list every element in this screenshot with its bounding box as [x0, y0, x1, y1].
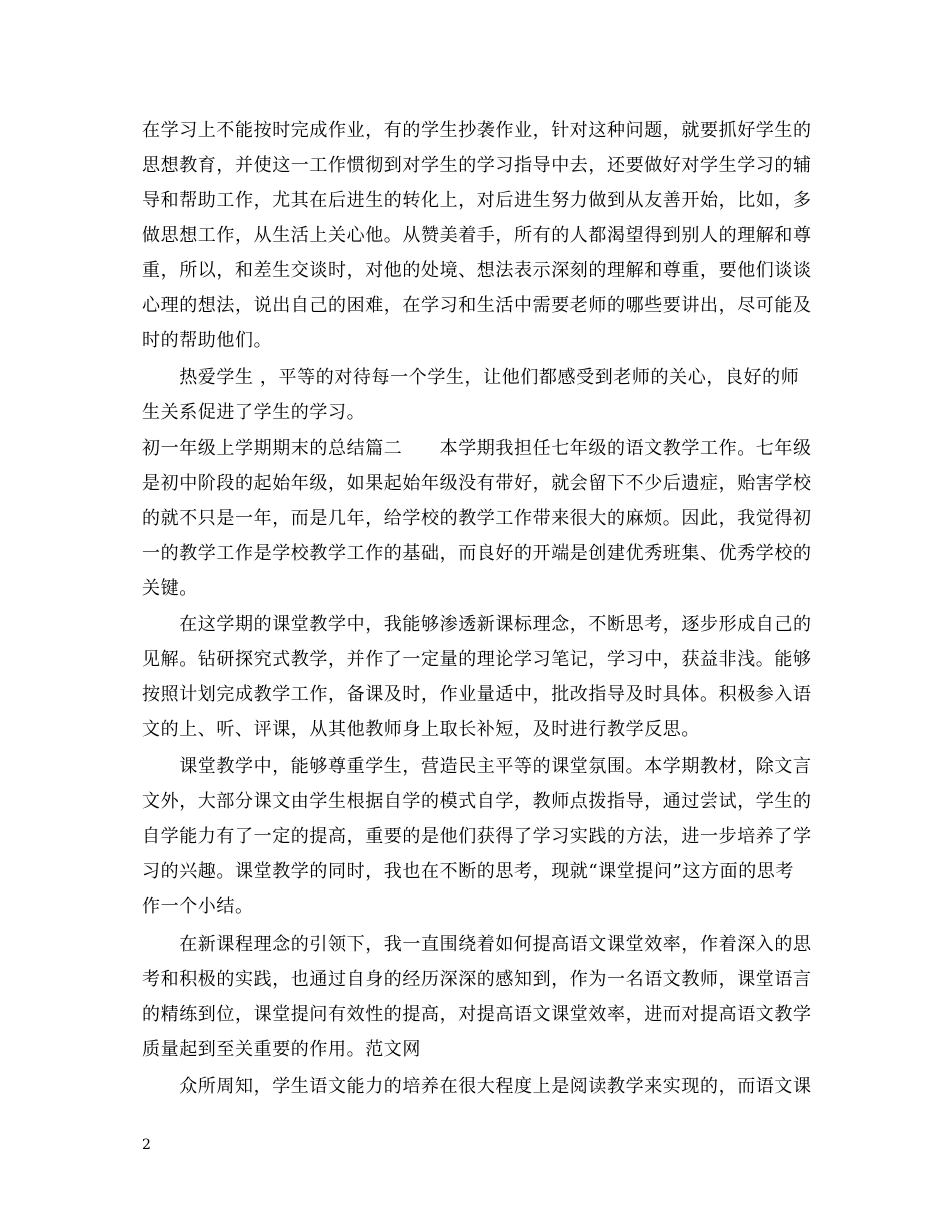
section-heading-line: 初一年级上学期期末的总结篇二 本学期我担任七年级的语文教学工作。七年级: [142, 438, 812, 459]
text-line: 文的上、听、评课，从其他教师身上取长补短，及时进行教学反思。: [142, 719, 700, 740]
text-line: 自学能力有了一定的提高，重要的是他们获得了学习实践的方法，进一步培养了学: [142, 826, 812, 847]
text-line: 一的教学工作是学校教学工作的基础，而良好的开端是创建优秀班集、优秀学校的: [142, 543, 812, 564]
text-line: 按照计划完成教学工作，备课及时，作业量适中，批改指导及时具体。积极参入语: [142, 684, 812, 705]
text-line: 是初中阶段的起始年级，如果起始年级没有带好，就会留下不少后遗症，贻害学校: [142, 473, 812, 494]
text-line: 在新课程理念的引领下，我一直围绕着如何提高语文课堂效率，作着深入的思: [142, 934, 812, 955]
text-line: 关键。: [142, 578, 198, 599]
page-number: 2: [142, 1137, 151, 1153]
text-line: 文外，大部分课文由学生根据自学的模式自学，教师点拨指导，通过尝试，学生的: [142, 791, 812, 812]
text-line: 见解。钻研探究式教学，并作了一定量的理论学习笔记，学习中，获益非浅。能够: [142, 649, 812, 670]
text-line: 做思想工作，从生活上关心他。从赞美着手，所有的人都渴望得到别人的理解和尊: [142, 225, 812, 246]
text-line: 生关系促进了学生的学习。: [142, 402, 366, 423]
text-line: 热爱学生 ，平等的对待每一个学生，让他们都感受到老师的关心，良好的师: [142, 367, 800, 388]
text-line: 的就不只是一年，而是几年，给学校的教学工作带来很大的麻烦。因此，我觉得初: [142, 508, 812, 529]
text-line: 导和帮助工作，尤其在后进生的转化上，对后进生努力做到从友善开始，比如，多: [142, 190, 812, 211]
text-line: 心理的想法，说出自己的困难，在学习和生活中需要老师的哪些要讲出，尽可能及: [142, 295, 812, 316]
text-line: 质量起到至关重要的作用。范文网: [142, 1039, 421, 1060]
text-line: 时的帮助他们。: [142, 330, 273, 351]
text-line: 课堂教学中，能够尊重学生，营造民主平等的课堂氛围。本学期教材，除文言: [142, 756, 812, 777]
text-line: 作一个小结。: [142, 896, 254, 917]
text-line: 重，所以，和差生交谈时，对他的处境、想法表示深刻的理解和尊重，要他们谈谈: [142, 260, 812, 281]
text-line: 在学习上不能按时完成作业，有的学生抄袭作业，针对这种问题，就要抓好学生的: [142, 120, 812, 141]
text-line: 习的兴趣。课堂教学的同时，我也在不断的思考，现就“课堂提问”这方面的思考: [142, 861, 795, 882]
text-line: 的精练到位，课堂提问有效性的提高，对提高语文课堂效率，进而对提高语文教学: [142, 1004, 812, 1025]
text-line: 在这学期的课堂教学中，我能够渗透新课标理念，不断思考，逐步形成自己的: [142, 614, 812, 635]
text-line: 众所周知，学生语文能力的培养在很大程度上是阅读教学来实现的，而语文课: [142, 1076, 812, 1097]
text-line: 思想教育，并使这一工作惯彻到对学生的学习指导中去，还要做好对学生学习的辅: [142, 155, 812, 176]
text-line: 考和积极的实践，也通过自身的经历深深的感知到，作为一名语文教师，课堂语言: [142, 969, 812, 990]
